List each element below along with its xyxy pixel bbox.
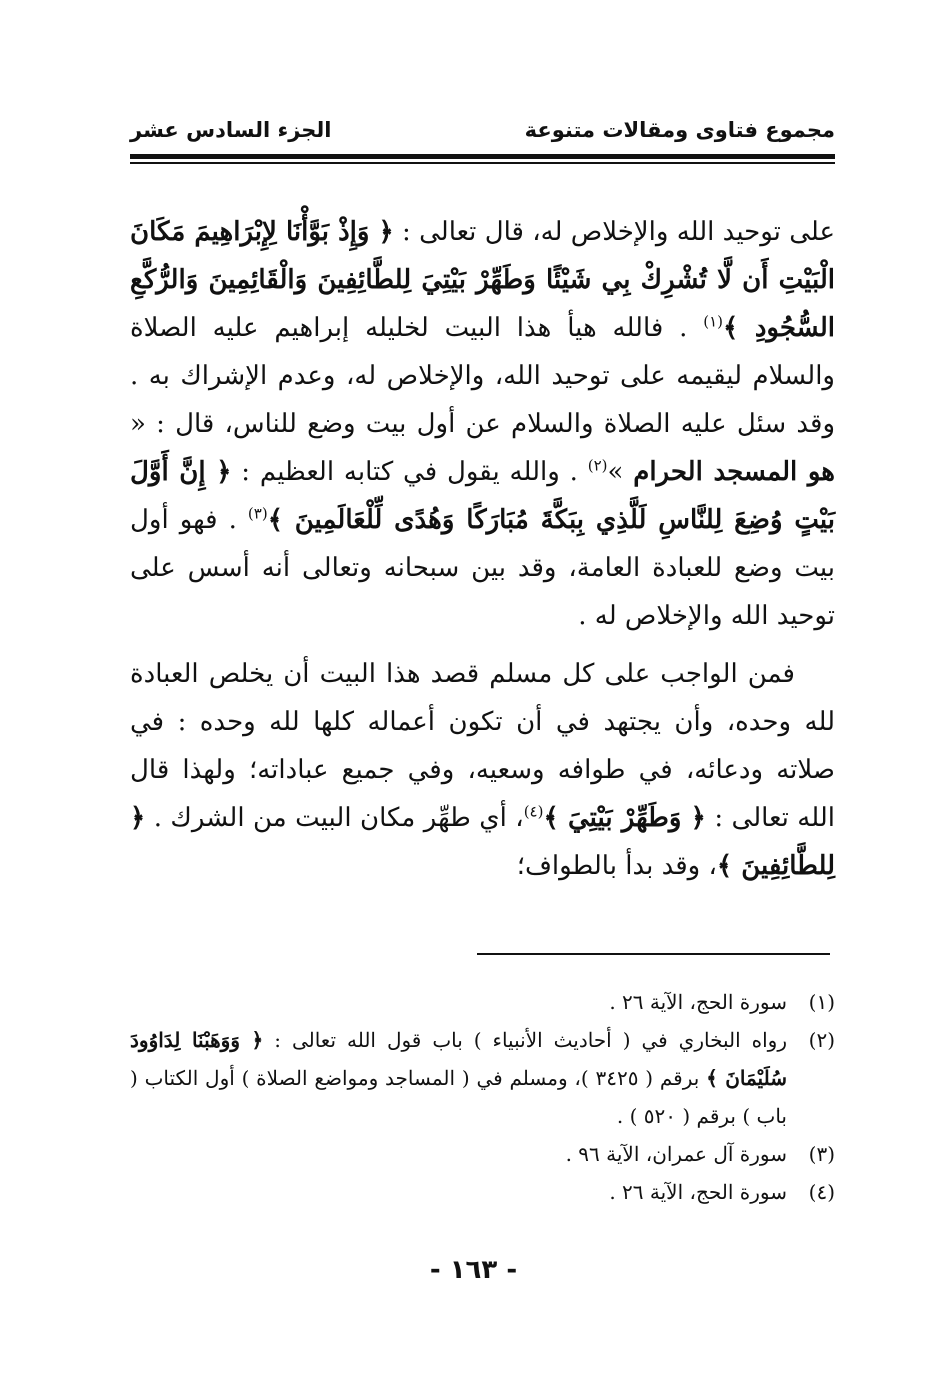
footnote-number: (١)	[808, 990, 835, 1014]
footnote-text	[130, 983, 787, 1021]
quran-verse: ﴿ إِنَّ أَوَّلَ بَيْتٍ وُضِعَ لِلنَّاسِ لَلَّذِي بِبَكَّةَ مُبَارَكًا وَهُدًى لِّلْعَالَمِينَ ﴾	[130, 457, 836, 535]
text-run: برقم ( ٣٤٢٥ )، ومسلم في ( المساجد ومواضع الصلاة ) أول الكتاب ( باب ) برقم ( ٥٢٠ ) .	[130, 1066, 787, 1128]
text-run: ، أي طهِّر مكان البيت من الشرك .	[145, 803, 524, 833]
footnote-item	[130, 1173, 835, 1211]
volume-label: الجزء السادس عشر	[130, 118, 332, 142]
text-run: . فالله هيأ هذا البيت لخليله إبراهيم عليه الصلاة والسلام ليقيمه على توحيد الله، والإخلاص له، وعدم الإشراك به . وقد سئل عليه الصلاة والسلام عن أول بيت وضع للناس، قال : «	[130, 313, 835, 439]
footnote-item	[130, 1135, 835, 1173]
footnote-text	[130, 1173, 787, 1211]
quran-verse: ﴿ وَإِذْ بَوَّأْنَا لِإِبْرَاهِيمَ مَكَانَ الْبَيْتِ أَن لَّا تُشْرِكْ بِي شَيْئًا وَطَهِّرْ بَيْتِيَ لِلطَّائِفِينَ وَالْقَائِمِينَ وَالرُّكَّعِ السُّجُودِ ﴾	[130, 217, 836, 343]
book-title: مجموع فتاوى ومقالات متنوعة	[524, 118, 835, 142]
footnote-text	[130, 1021, 787, 1135]
footnotes	[130, 983, 835, 1211]
header-rule-thin	[130, 162, 835, 164]
text-run: »	[607, 457, 634, 487]
text-run: . والله يقول في كتابه العظيم :	[231, 457, 588, 487]
text-run: فمن الواجب على كل مسلم قصد هذا البيت أن يخلص العبادة لله وحده، وأن يجتهد في أن تكون أعماله كلها لله وحده : في صلاته ودعائه، في طوافه وسعيه، وفي جميع عباداته؛ ولهذا قال الله تعالى :	[130, 659, 836, 833]
footnote-number: (٢)	[808, 1028, 835, 1052]
text-run: سورة آل عمران، الآية ٩٦ .	[565, 1142, 787, 1166]
footnote-text	[130, 1135, 787, 1173]
footnote-number: (٣)	[808, 1142, 835, 1166]
text-run: ، وقد بدأ بالطواف؛	[516, 851, 717, 881]
quran-verse: ﴿ وَطَهِّرْ بَيْتِيَ ﴾	[543, 803, 706, 833]
footnote-item	[130, 1021, 835, 1135]
footnote-ref: (٤)	[523, 802, 544, 821]
text-run: على توحيد الله والإخلاص له، قال تعالى :	[393, 217, 835, 247]
footnote-separator	[477, 953, 830, 955]
footnote-number: (٤)	[808, 1180, 835, 1204]
quran-verse: ﴿ وَوَهَبْنَا لِدَاوُودَ سُلَيْمَانَ ﴾	[130, 1028, 787, 1090]
text-run: رواه البخاري في ( أحاديث الأنبياء ) باب قول الله تعالى :	[263, 1028, 787, 1052]
text-run: سورة الحج، الآية ٢٦ .	[609, 1180, 787, 1204]
footnote-ref: (٢)	[587, 456, 608, 475]
main-text	[130, 208, 835, 890]
running-header	[130, 118, 835, 150]
footnote-item	[130, 983, 835, 1021]
footnote-ref: (١)	[703, 312, 724, 331]
footnote-ref: (٣)	[247, 504, 268, 523]
header-rule-thick	[130, 154, 835, 159]
paragraph-1	[130, 208, 835, 640]
text-run: . فهو أول بيت وضع للعبادة العامة، وقد بين سبحانه وتعالى أنه أسس على توحيد الله والإخلاص له .	[130, 505, 835, 631]
quran-verse: ﴿ لِلطَّائِفِينَ ﴾	[130, 803, 835, 881]
page-number: - ١٦٣ -	[429, 1255, 518, 1285]
hadith-quote: هو المسجد الحرام	[633, 457, 836, 487]
text-run: سورة الحج، الآية ٢٦ .	[609, 990, 787, 1014]
paragraph-2	[130, 650, 835, 890]
